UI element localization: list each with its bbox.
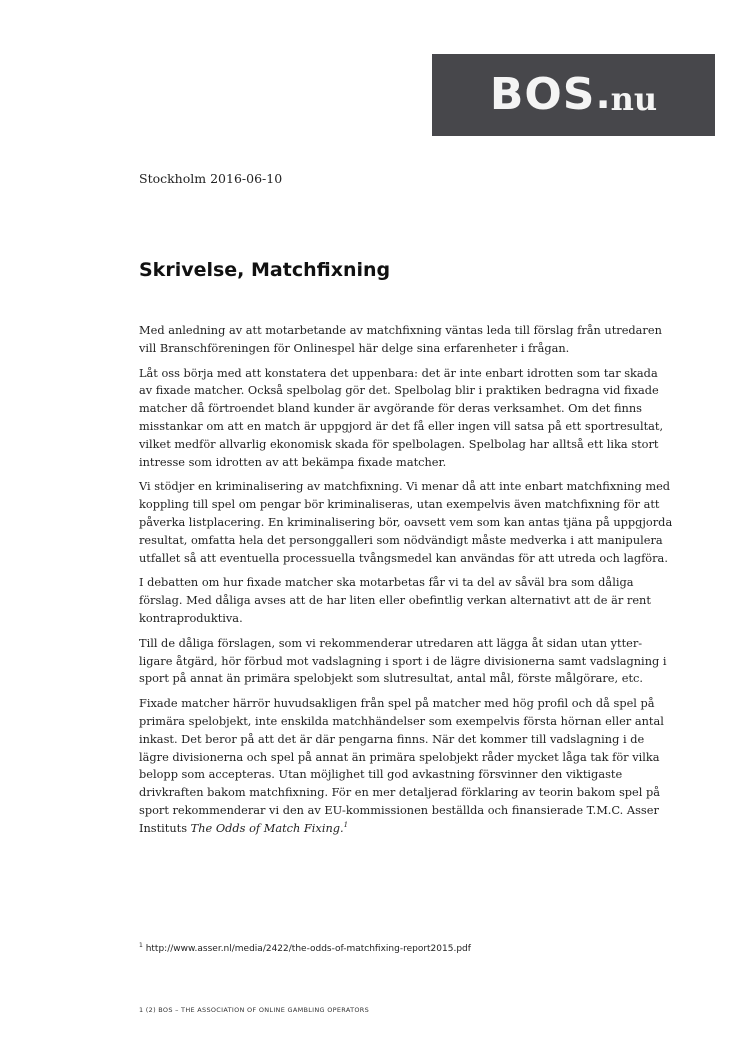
footnote-mark: 1	[139, 942, 143, 949]
paragraph: Till de dåliga förslagen, som vi rekommenderar utredaren att lägga åt sidan utan ytter-ligare åtgärd, hör förbud mot vadslagning i sport i de lägre divisionerna samt vadslagning i sport på annat än primära spelobjekt som slutresultat, antal mål, förste målgörare, etc.	[139, 635, 667, 686]
footnote-reference[interactable]: 1	[343, 820, 349, 829]
cited-report-title: The Odds of Match Fixing.	[190, 820, 344, 835]
document-date: Stockholm 2016-06-10	[139, 171, 283, 186]
paragraph-last	[139, 695, 674, 837]
paragraph: I debatten om hur fixade matcher ska motarbetas får vi ta del av såväl bra som dåliga förslag. Med dåliga avses att de har liten eller obefintlig verkan alternativt att de är rent kontraproduktiva.	[139, 575, 651, 625]
document-body	[139, 322, 674, 845]
logo-brand: BOS	[489, 69, 596, 120]
paragraph: Med anledning av att motarbetande av matchfixning väntas leda till förslag från utredaren vill Branschföreningen för Onlinespel här delge sina erfarenheter i frågan.	[139, 323, 662, 355]
logo-dot: .	[595, 72, 611, 118]
document-title: Skrivelse, Matchfixning	[139, 259, 391, 281]
logo-tld: nu	[610, 80, 658, 118]
footnote-link[interactable]: http://www.asser.nl/media/2422/the-odds-of-matchfixing-report2015.pdf	[145, 944, 471, 954]
bos-logo	[432, 54, 715, 136]
footnote	[139, 942, 471, 954]
paragraph-text: Fixade matcher härrör huvudsakligen från spel på matcher med hög profil och då spel på primära spelobjekt, inte enskilda matchhändelser som exempelvis första hörnan eller antal inkast. Det beror på att det är där pengarna finns. När det kommer till vadslagning i de lägre divisionerna och spel på annat än primära spelobjekt råder mycket låga tak för vilka belopp som accepteras. Utan möjlighet till god avkastning försvinner den viktigaste drivkraften bakom matchfixning. För en mer detaljerad förklaring av teorin bakom spel på sport rekommenderar vi den av EU-kommissionen beställda och finansierade T.M.C. Asser Instituts	[139, 696, 664, 835]
page-footer: 1 (2) BOS – THE ASSOCIATION OF ONLINE GAMBLING OPERATORS	[139, 1006, 370, 1014]
paragraph: Låt oss börja med att konstatera det uppenbara: det är inte enbart idrotten som tar skada av fixade matcher. Också spelbolag gör det. Spelbolag blir i praktiken bedragna vid fixade matcher då förtroendet bland kunder är avgörande för deras verksamhet. Om det finns misstankar om att en match är uppgjord är det få eller ingen vill satsa på ett sportresultat, vilket medför allvarlig ekonomisk skada för spelbolagen. Spelbolag har alltså ett lika stort intresse som idrotten av att bekämpa fixade matcher.	[139, 365, 664, 469]
paragraph: Vi stödjer en kriminalisering av matchfixning. Vi menar då att inte enbart matchfixning med koppling till spel om pengar bör kriminaliseras, utan exempelvis även matchfixning för att påverka listplacering. En kriminalisering bör, oavsett vem som kan antas tjäna på uppgjorda resultat, omfatta hela det personggalleri som nödvändigt måste medverka i att manipulera utfallet så att eventuella processuella tvångsmedel kan användas för att utreda och lagföra.	[139, 479, 673, 565]
